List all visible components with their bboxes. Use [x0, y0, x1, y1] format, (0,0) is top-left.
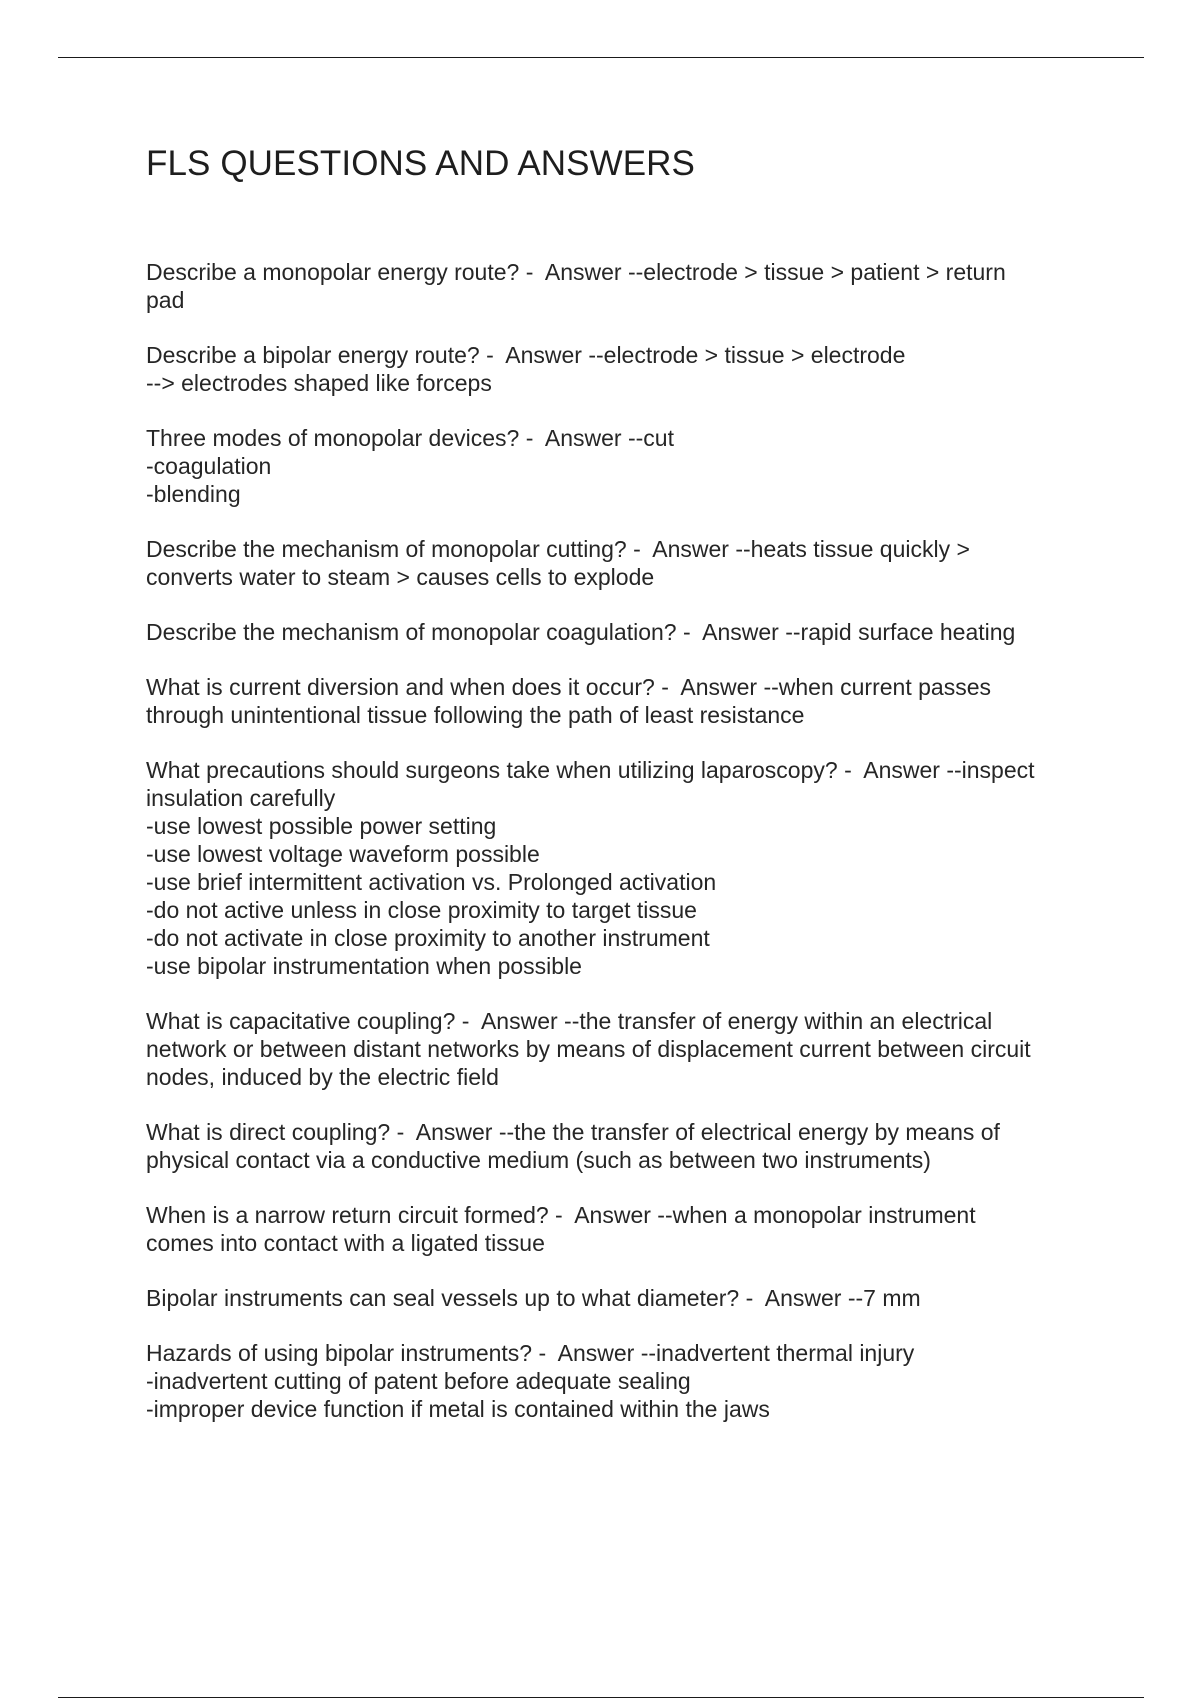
- qa-item-5: [146, 618, 1096, 646]
- qa-line: What is capacitative coupling? - Answer --the transfer of energy within an electrical: [146, 1008, 993, 1034]
- qa-line: through unintentional tissue following the path of least resistance: [146, 702, 805, 728]
- qa-line: Describe the mechanism of monopolar coagulation? - Answer --rapid surface heating: [146, 619, 1016, 645]
- qa-line: insulation carefully: [146, 785, 336, 811]
- top-divider: [58, 57, 1144, 58]
- qa-item-12: [146, 1339, 1096, 1423]
- qa-line: pad: [146, 287, 185, 313]
- qa-line: -inadvertent cutting of patent before adequate sealing: [146, 1368, 691, 1394]
- qa-item-11: [146, 1284, 1096, 1312]
- qa-line: --> electrodes shaped like forceps: [146, 370, 492, 396]
- qa-line: -improper device function if metal is contained within the jaws: [146, 1396, 770, 1422]
- document-body: [146, 142, 1096, 1450]
- qa-line: Describe a bipolar energy route? - Answer --electrode > tissue > electrode: [146, 342, 906, 368]
- qa-list: [146, 258, 1096, 1423]
- qa-item-7: [146, 756, 1096, 980]
- document-title: FLS QUESTIONS AND ANSWERS: [146, 144, 695, 183]
- qa-line: -coagulation: [146, 453, 272, 479]
- qa-item-2: [146, 341, 1096, 397]
- qa-line: -use lowest voltage waveform possible: [146, 841, 540, 867]
- qa-line: nodes, induced by the electric field: [146, 1064, 499, 1090]
- qa-item-9: [146, 1118, 1096, 1174]
- qa-line: What is direct coupling? - Answer --the the transfer of electrical energy by means of: [146, 1119, 1000, 1145]
- qa-line: Bipolar instruments can seal vessels up to what diameter? - Answer --7 mm: [146, 1285, 921, 1311]
- qa-item-3: [146, 424, 1096, 508]
- qa-line: What is current diversion and when does it occur? - Answer --when current passes: [146, 674, 991, 700]
- qa-line: converts water to steam > causes cells to explode: [146, 564, 655, 590]
- qa-line: -use lowest possible power setting: [146, 813, 497, 839]
- qa-line: network or between distant networks by means of displacement current between circuit: [146, 1036, 1031, 1062]
- qa-item-10: [146, 1201, 1096, 1257]
- qa-line: -do not activate in close proximity to another instrument: [146, 925, 710, 951]
- bottom-divider: [58, 1697, 1144, 1698]
- qa-line: -use bipolar instrumentation when possible: [146, 953, 582, 979]
- qa-item-6: [146, 673, 1096, 729]
- qa-line: When is a narrow return circuit formed? - Answer --when a monopolar instrument: [146, 1202, 976, 1228]
- qa-item-4: [146, 535, 1096, 591]
- qa-line: Describe the mechanism of monopolar cutting? - Answer --heats tissue quickly >: [146, 536, 970, 562]
- qa-line: physical contact via a conductive medium (such as between two instruments): [146, 1147, 931, 1173]
- qa-line: Three modes of monopolar devices? - Answer --cut: [146, 425, 674, 451]
- qa-line: What precautions should surgeons take when utilizing laparoscopy? - Answer --inspect: [146, 757, 1035, 783]
- qa-line: -blending: [146, 481, 241, 507]
- qa-item-1: [146, 258, 1096, 314]
- qa-line: -do not active unless in close proximity to target tissue: [146, 897, 697, 923]
- qa-line: comes into contact with a ligated tissue: [146, 1230, 545, 1256]
- qa-line: Describe a monopolar energy route? - Answer --electrode > tissue > patient > return: [146, 259, 1006, 285]
- qa-line: Hazards of using bipolar instruments? - Answer --inadvertent thermal injury: [146, 1340, 915, 1366]
- qa-item-8: [146, 1007, 1096, 1091]
- qa-line: -use brief intermittent activation vs. Prolonged activation: [146, 869, 717, 895]
